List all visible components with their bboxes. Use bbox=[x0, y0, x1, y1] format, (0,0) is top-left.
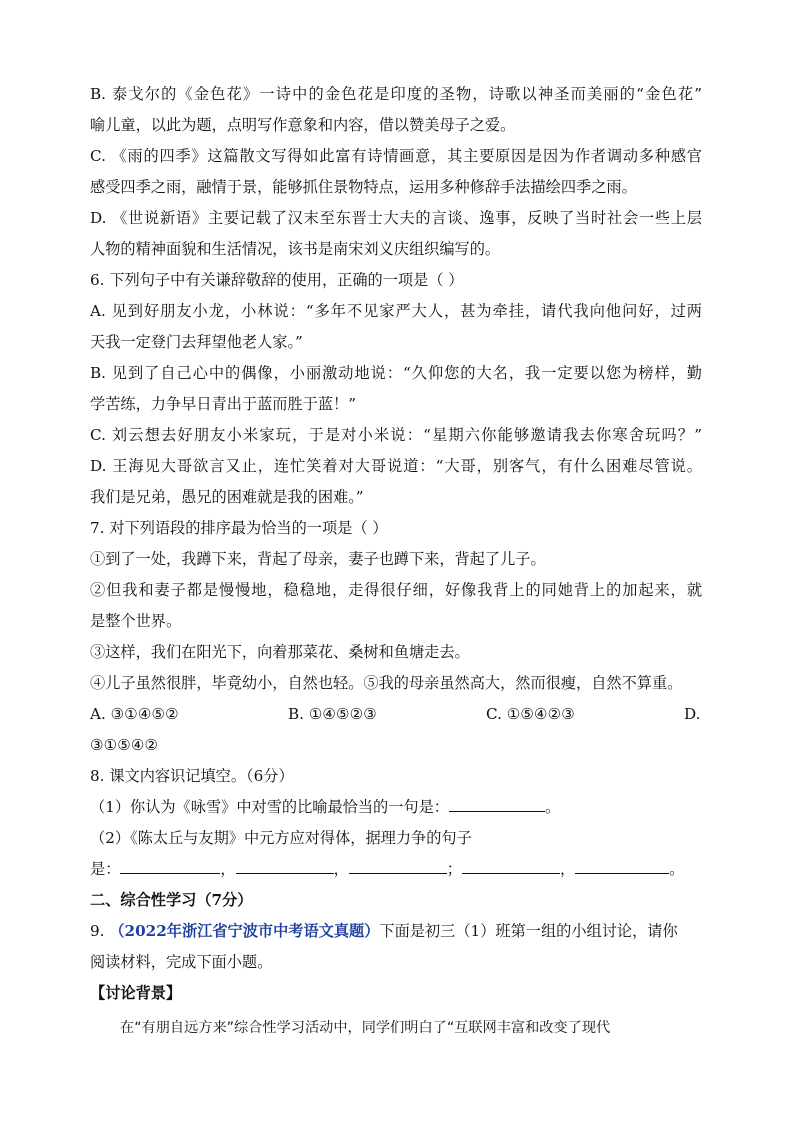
question-7-sentence-2-line-1: ②但我和妻子都是慢慢地，稳稳地，走得很仔细，好像我背上的同她背上的加起来，就 bbox=[90, 581, 702, 599]
option-c-line-2: 感受四季之雨，融情于景，能够抓住景物特点，运用多种修辞手法描绘四季之雨。 bbox=[90, 178, 637, 196]
separator: ； bbox=[446, 860, 462, 878]
section-2-heading: 二、综合性学习（7分） bbox=[90, 891, 253, 909]
question-6-option-b-line-2: 学苦练，力争早日青出于蓝而胜于蓝！” bbox=[90, 395, 356, 413]
question-9-source: （2022年浙江省宁波市中考语文真题） bbox=[109, 922, 380, 940]
question-6-option-a-line-2: 天我一定登门去拜望他老人家。” bbox=[90, 333, 303, 351]
question-6-option-d-line-2: 我们是兄弟，愚兄的困难就是我的困难。” bbox=[90, 488, 364, 506]
question-8-stem: 8. 课文内容识记填空。（6分） bbox=[90, 767, 294, 785]
question-8-item-1-text: （1）你认为《咏雪》中对雪的比喻最恰当的一句是： bbox=[90, 798, 449, 816]
question-6-option-a-line-1: A. 见到好朋友小龙，小林说：“多年不见家严大人，甚为牵挂，请代我向他问好，过两 bbox=[90, 302, 702, 320]
separator: ， bbox=[559, 860, 576, 878]
question-9-number: 9. bbox=[90, 922, 105, 940]
option-d-line-2: 人物的精神面貌和生活情况，该书是南宋刘义庆组织编写的。 bbox=[90, 240, 501, 258]
question-9-line-2: 阅读材料，完成下面小题。 bbox=[90, 953, 273, 971]
question-9-line-1 bbox=[90, 921, 702, 941]
question-7-stem: 7. 对下列语段的排序最为恰当的一项是（ ） bbox=[90, 519, 388, 537]
discussion-background-paragraph: 在“有朋自远方来”综合性学习活动中，同学们明白了“互联网丰富和改变了现代 bbox=[120, 1020, 611, 1036]
separator: ， bbox=[220, 860, 236, 878]
question-7-sentence-4-5: ④儿子虽然很胖，毕竟幼小，自然也轻。⑤我的母亲虽然高大，然而很瘦，自然不算重。 bbox=[90, 674, 683, 692]
question-8-item-1-end: 。 bbox=[544, 798, 561, 816]
question-8-item-2-answers bbox=[90, 859, 702, 879]
question-6-option-c: C. 刘云想去好朋友小米家玩，于是对小米说：“星期六你能够邀请我去你寒舍玩吗？” bbox=[90, 426, 702, 444]
answer-blank-1[interactable] bbox=[449, 797, 545, 812]
question-9-text: 下面是初三（1）班第一组的小组讨论，请你 bbox=[379, 922, 678, 940]
answer-blank-3[interactable] bbox=[236, 859, 334, 874]
question-6-option-b-line-1: B. 见到了自己心中的偶像，小丽激动地说：“久仰您的大名，我一定要以您为榜样，勤 bbox=[90, 364, 702, 382]
separator: 。 bbox=[669, 860, 685, 878]
option-c-line-1: C. 《雨的四季》这篇散文写得如此富有诗情画意，其主要原因是因为作者调动多种感官 bbox=[90, 147, 702, 165]
option-b-line-2: 喻儿童，以此为题，点明写作意象和内容，借以赞美母子之爱。 bbox=[90, 116, 516, 134]
question-8-item-2-prefix: 是： bbox=[90, 860, 121, 878]
question-6-option-d-line-1: D. 王海见大哥欲言又止，连忙笑着对大哥说道：“大哥，别客气，有什么困难尽管说。 bbox=[90, 457, 702, 475]
question-7-option-d: D. bbox=[684, 705, 701, 723]
answer-blank-4[interactable] bbox=[349, 859, 447, 874]
answer-blank-5[interactable] bbox=[462, 859, 560, 874]
option-b-line-1: B. 泰戈尔的《金色花》一诗中的金色花是印度的圣物，诗歌以神圣而美丽的“金色花” bbox=[90, 85, 702, 103]
question-8-item-2: （2）《陈太丘与友期》中元方应对得体，据理力争的句子 bbox=[90, 829, 472, 847]
option-d-line-1: D. 《世说新语》主要记载了汉末至东晋士大夫的言谈、逸事，反映了当时社会一些上层 bbox=[90, 209, 702, 227]
separator: ， bbox=[333, 860, 349, 878]
question-7-option-d-value: ③①⑤④② bbox=[90, 736, 159, 754]
discussion-background-heading: 【讨论背景】 bbox=[90, 984, 182, 1002]
answer-blank-6[interactable] bbox=[575, 859, 669, 874]
question-7-option-b: B. ①④⑤②③ bbox=[288, 705, 377, 723]
question-7-option-c: C. ①⑤④②③ bbox=[486, 705, 575, 723]
question-7-sentence-2-line-2: 是整个世界。 bbox=[90, 612, 182, 630]
answer-blank-2[interactable] bbox=[120, 859, 220, 874]
question-7-sentence-3: ③这样，我们在阳光下，向着那菜花、桑树和鱼塘走去。 bbox=[90, 643, 470, 661]
question-7-sentence-1: ①到了一处，我蹲下来，背起了母亲，妻子也蹲下来，背起了儿子。 bbox=[90, 550, 546, 568]
question-6-stem: 6. 下列句子中有关谦辞敬辞的使用，正确的一项是（ ） bbox=[90, 271, 464, 289]
question-8-item-1 bbox=[90, 797, 702, 817]
question-7-option-a: A. ③①④⑤② bbox=[90, 705, 179, 723]
